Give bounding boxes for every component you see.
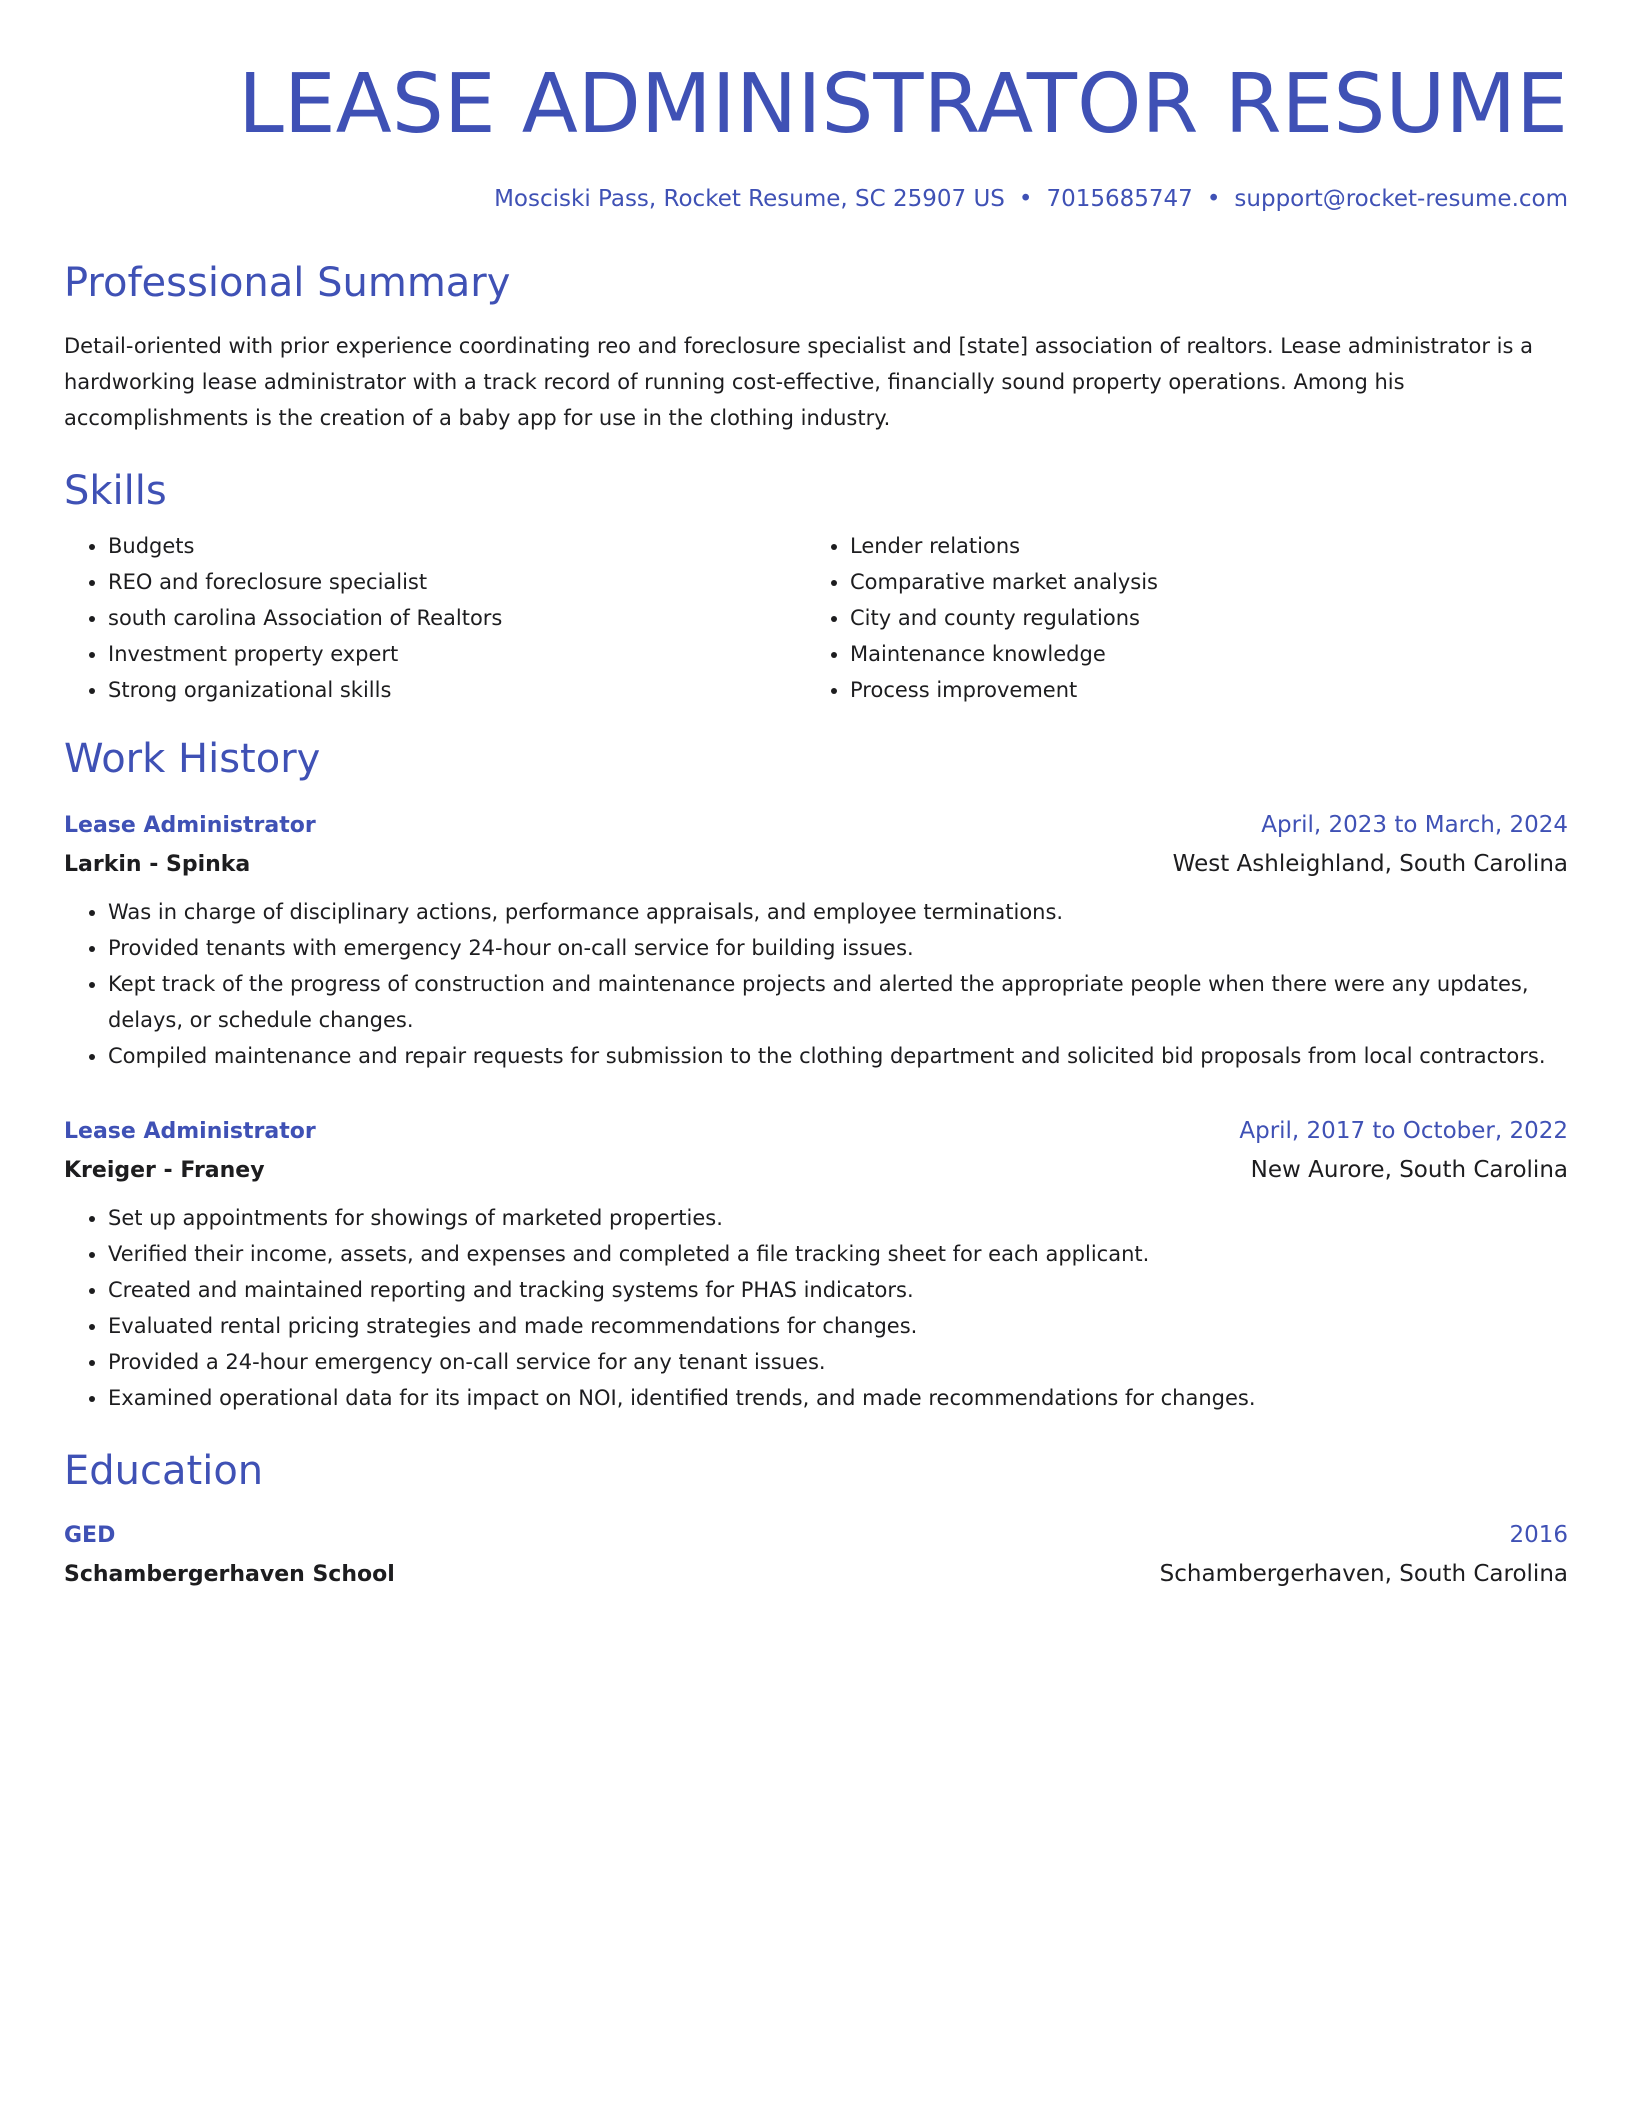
- job-duty-item: • Was in charge of disciplinary actions, performance appraisals, and employee terminations.: [108, 894, 1568, 930]
- summary-text: Detail-oriented with prior experience coordinating reo and foreclosure specialist and [state] association of realtors. Lease administrator is a hardworking lease administrator with a track record of running cost-effective, financially sound property operations. Among his accomplishments is the creation of a baby app for use in the clothing industry.: [64, 334, 1533, 430]
- contact-separator: •: [1018, 186, 1033, 212]
- summary-heading: Professional Summary: [64, 260, 511, 306]
- job-title: Lease Administrator: [64, 813, 316, 838]
- skills-column-right: [806, 528, 1548, 708]
- job-title: Lease Administrator: [64, 1119, 316, 1144]
- skill-item: • Strong organizational skills: [108, 672, 806, 708]
- job-entry: [64, 1112, 1568, 1416]
- education-location: Schambergerhaven, South Carolina: [1159, 1561, 1568, 1587]
- job-duty-item: • Verified their income, assets, and expenses and completed a file tracking sheet for each applicant.: [108, 1236, 1568, 1272]
- contact-separator: •: [1206, 186, 1221, 212]
- skill-item: • City and county regulations: [850, 600, 1548, 636]
- skill-item: • REO and foreclosure specialist: [108, 564, 806, 600]
- resume-page: [64, 0, 1568, 1594]
- job-duty-item: • Examined operational data for its impact on NOI, identified trends, and made recommendations for changes.: [108, 1380, 1568, 1416]
- job-location: West Ashleighland, South Carolina: [1172, 851, 1568, 877]
- job-duty-item: • Provided tenants with emergency 24-hour on-call service for building issues.: [108, 930, 1568, 966]
- education-entry: [64, 1516, 1568, 1594]
- skill-item: • Maintenance knowledge: [850, 636, 1548, 672]
- job-duties-list: [64, 894, 1568, 1074]
- resume-title: LEASE ADMINISTRATOR RESUME: [238, 57, 1568, 152]
- job-duty-item: • Set up appointments for showings of marketed properties.: [108, 1200, 1568, 1236]
- job-employer-row: [64, 845, 1568, 884]
- job-duty-item: • Provided a 24-hour emergency on-call service for any tenant issues.: [108, 1344, 1568, 1380]
- skill-item: • Process improvement: [850, 672, 1548, 708]
- job-dates: April, 2017 to October, 2022: [1239, 1118, 1568, 1144]
- job-employer: Kreiger - Franey: [64, 1158, 265, 1183]
- education-heading: Education: [64, 1448, 264, 1494]
- job-duty-item: • Kept track of the progress of construction and maintenance projects and alerted the appropriate people when there were any updates, delays, or schedule changes.: [108, 966, 1568, 1038]
- skill-item: • Budgets: [108, 528, 806, 564]
- job-dates: April, 2023 to March, 2024: [1261, 812, 1568, 838]
- job-header-row: [64, 806, 1568, 845]
- skills-heading: Skills: [64, 468, 167, 514]
- contact-phone: 7015685747: [1046, 186, 1193, 212]
- education-school-row: [64, 1555, 1568, 1594]
- skill-item: • Comparative market analysis: [850, 564, 1548, 600]
- skills-column-left: [64, 528, 806, 708]
- contact-line: [64, 184, 1568, 214]
- skill-item: • Investment property expert: [108, 636, 806, 672]
- education-school: Schambergerhaven School: [64, 1562, 395, 1587]
- job-duty-item: • Compiled maintenance and repair requests for submission to the clothing department and solicited bid proposals from local contractors.: [108, 1038, 1568, 1074]
- job-employer: Larkin - Spinka: [64, 852, 251, 877]
- job-employer-row: [64, 1151, 1568, 1190]
- work-history-heading: Work History: [64, 736, 321, 782]
- job-header-row: [64, 1112, 1568, 1151]
- job-duty-item: • Created and maintained reporting and tracking systems for PHAS indicators.: [108, 1272, 1568, 1308]
- education-year: 2016: [1509, 1522, 1568, 1548]
- job-duties-list: [64, 1200, 1568, 1416]
- skill-item: • Lender relations: [850, 528, 1548, 564]
- education-degree: GED: [64, 1523, 116, 1548]
- contact-address: Mosciski Pass, Rocket Resume, SC 25907 US: [494, 186, 1005, 212]
- skills-list: [64, 528, 1568, 708]
- job-location: New Aurore, South Carolina: [1250, 1157, 1568, 1183]
- education-degree-row: [64, 1516, 1568, 1555]
- skill-item: • south carolina Association of Realtors: [108, 600, 806, 636]
- contact-email[interactable]: support@rocket-resume.com: [1234, 186, 1568, 212]
- job-duty-item: • Evaluated rental pricing strategies and made recommendations for changes.: [108, 1308, 1568, 1344]
- job-entry: [64, 806, 1568, 1074]
